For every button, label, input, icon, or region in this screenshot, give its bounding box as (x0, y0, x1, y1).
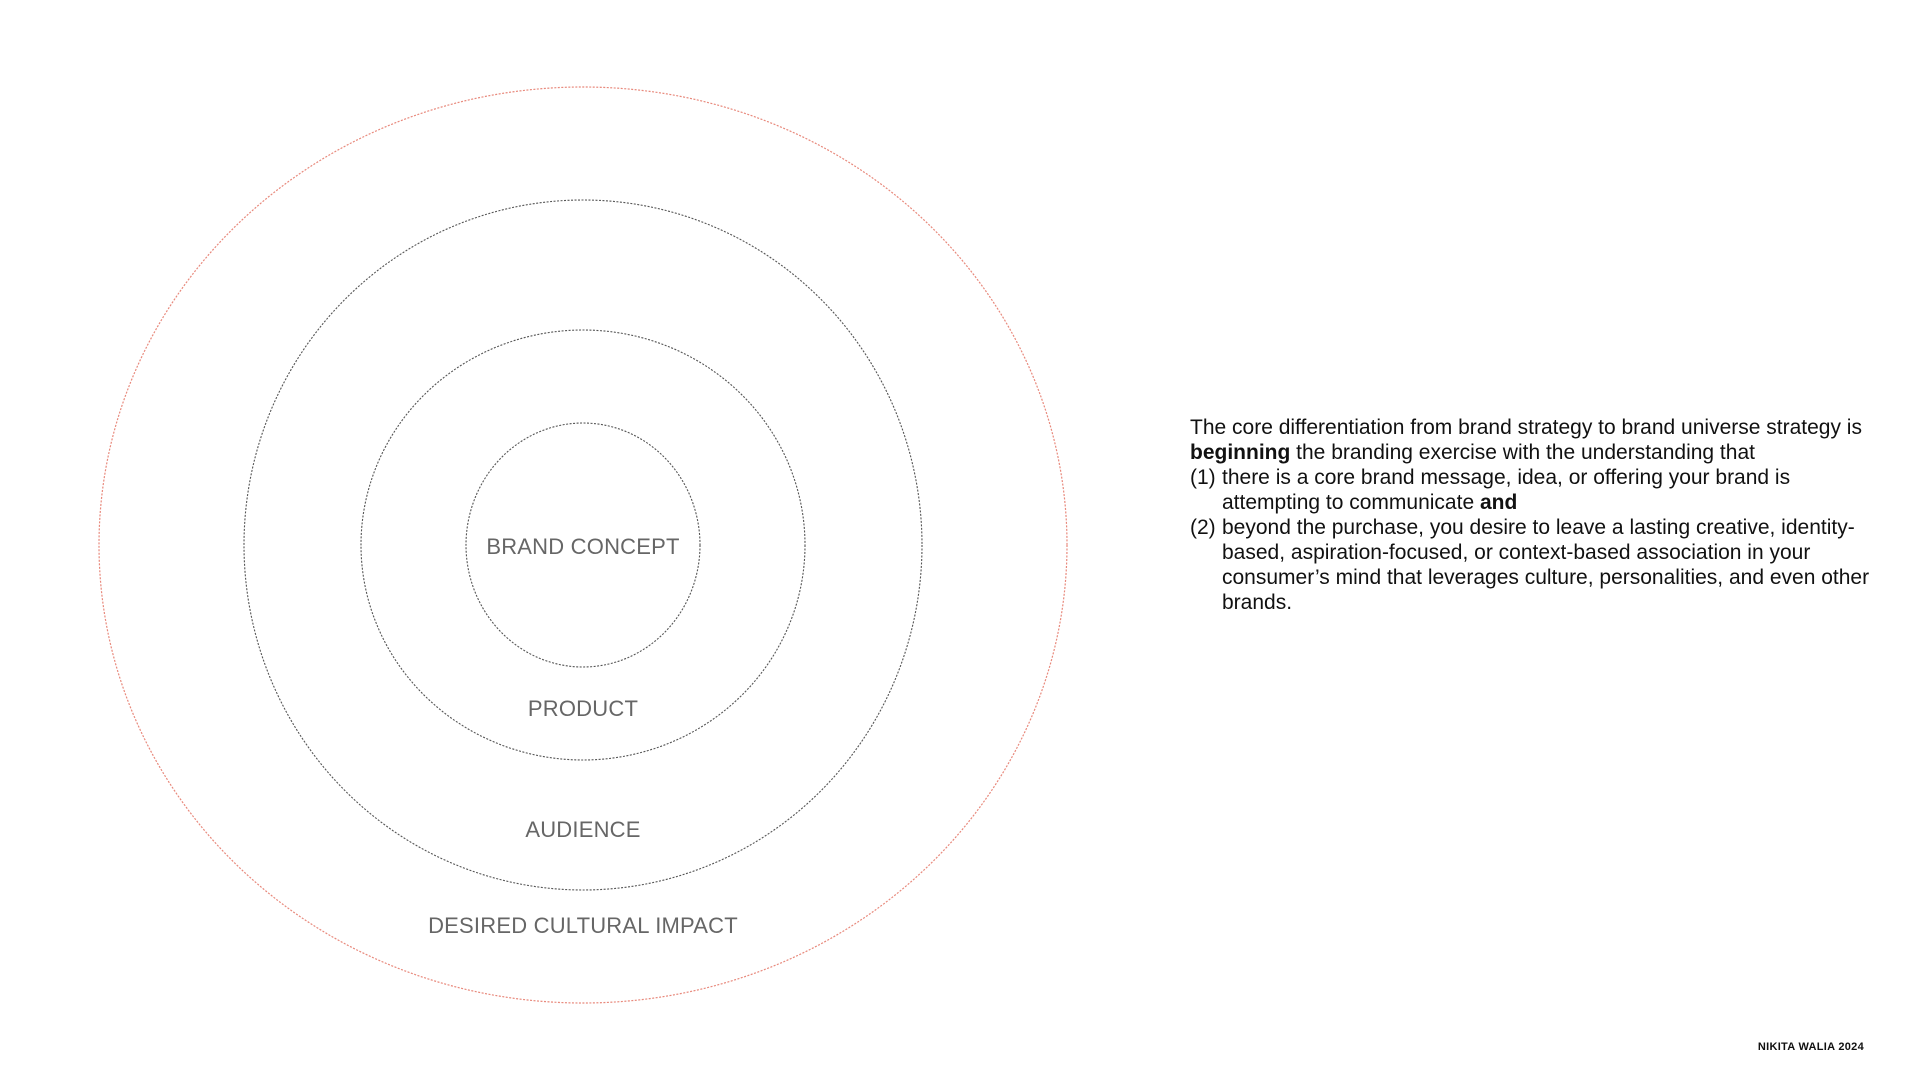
list-text-1-body: there is a core brand message, idea, or offering your brand is attempting to communicate (1222, 466, 1791, 514)
list-number-2: (2) (1190, 516, 1216, 539)
list-item-1 (1190, 465, 1880, 515)
list-item-2 (1190, 515, 1880, 615)
label-audience: AUDIENCE (525, 816, 641, 842)
intro-text-end: the branding exercise with the understanding that (1290, 441, 1755, 464)
description-text-block (1190, 415, 1880, 615)
list-text-1-bold: and (1479, 491, 1518, 514)
label-brand-concept: BRAND CONCEPT (486, 533, 680, 559)
footer-credit: NIKITA WALIA 2024 (1757, 1041, 1864, 1053)
list-number-1: (1) (1190, 466, 1216, 489)
label-desired-cultural-impact: DESIRED CULTURAL IMPACT (428, 912, 738, 938)
label-product: PRODUCT (527, 695, 639, 721)
intro-paragraph (1190, 415, 1880, 465)
list-text-1 (1222, 465, 1880, 515)
intro-bold-word: beginning (1190, 441, 1291, 464)
intro-text-start: The core differentiation from brand strategy to brand universe strategy is (1190, 416, 1862, 439)
list-text-2: beyond the purchase, you desire to leave a lasting creative, identity-based, aspiration-focused, or context-based association in your consumer’s mind that leverages culture, personalities, and even other brands. (1222, 516, 1870, 614)
